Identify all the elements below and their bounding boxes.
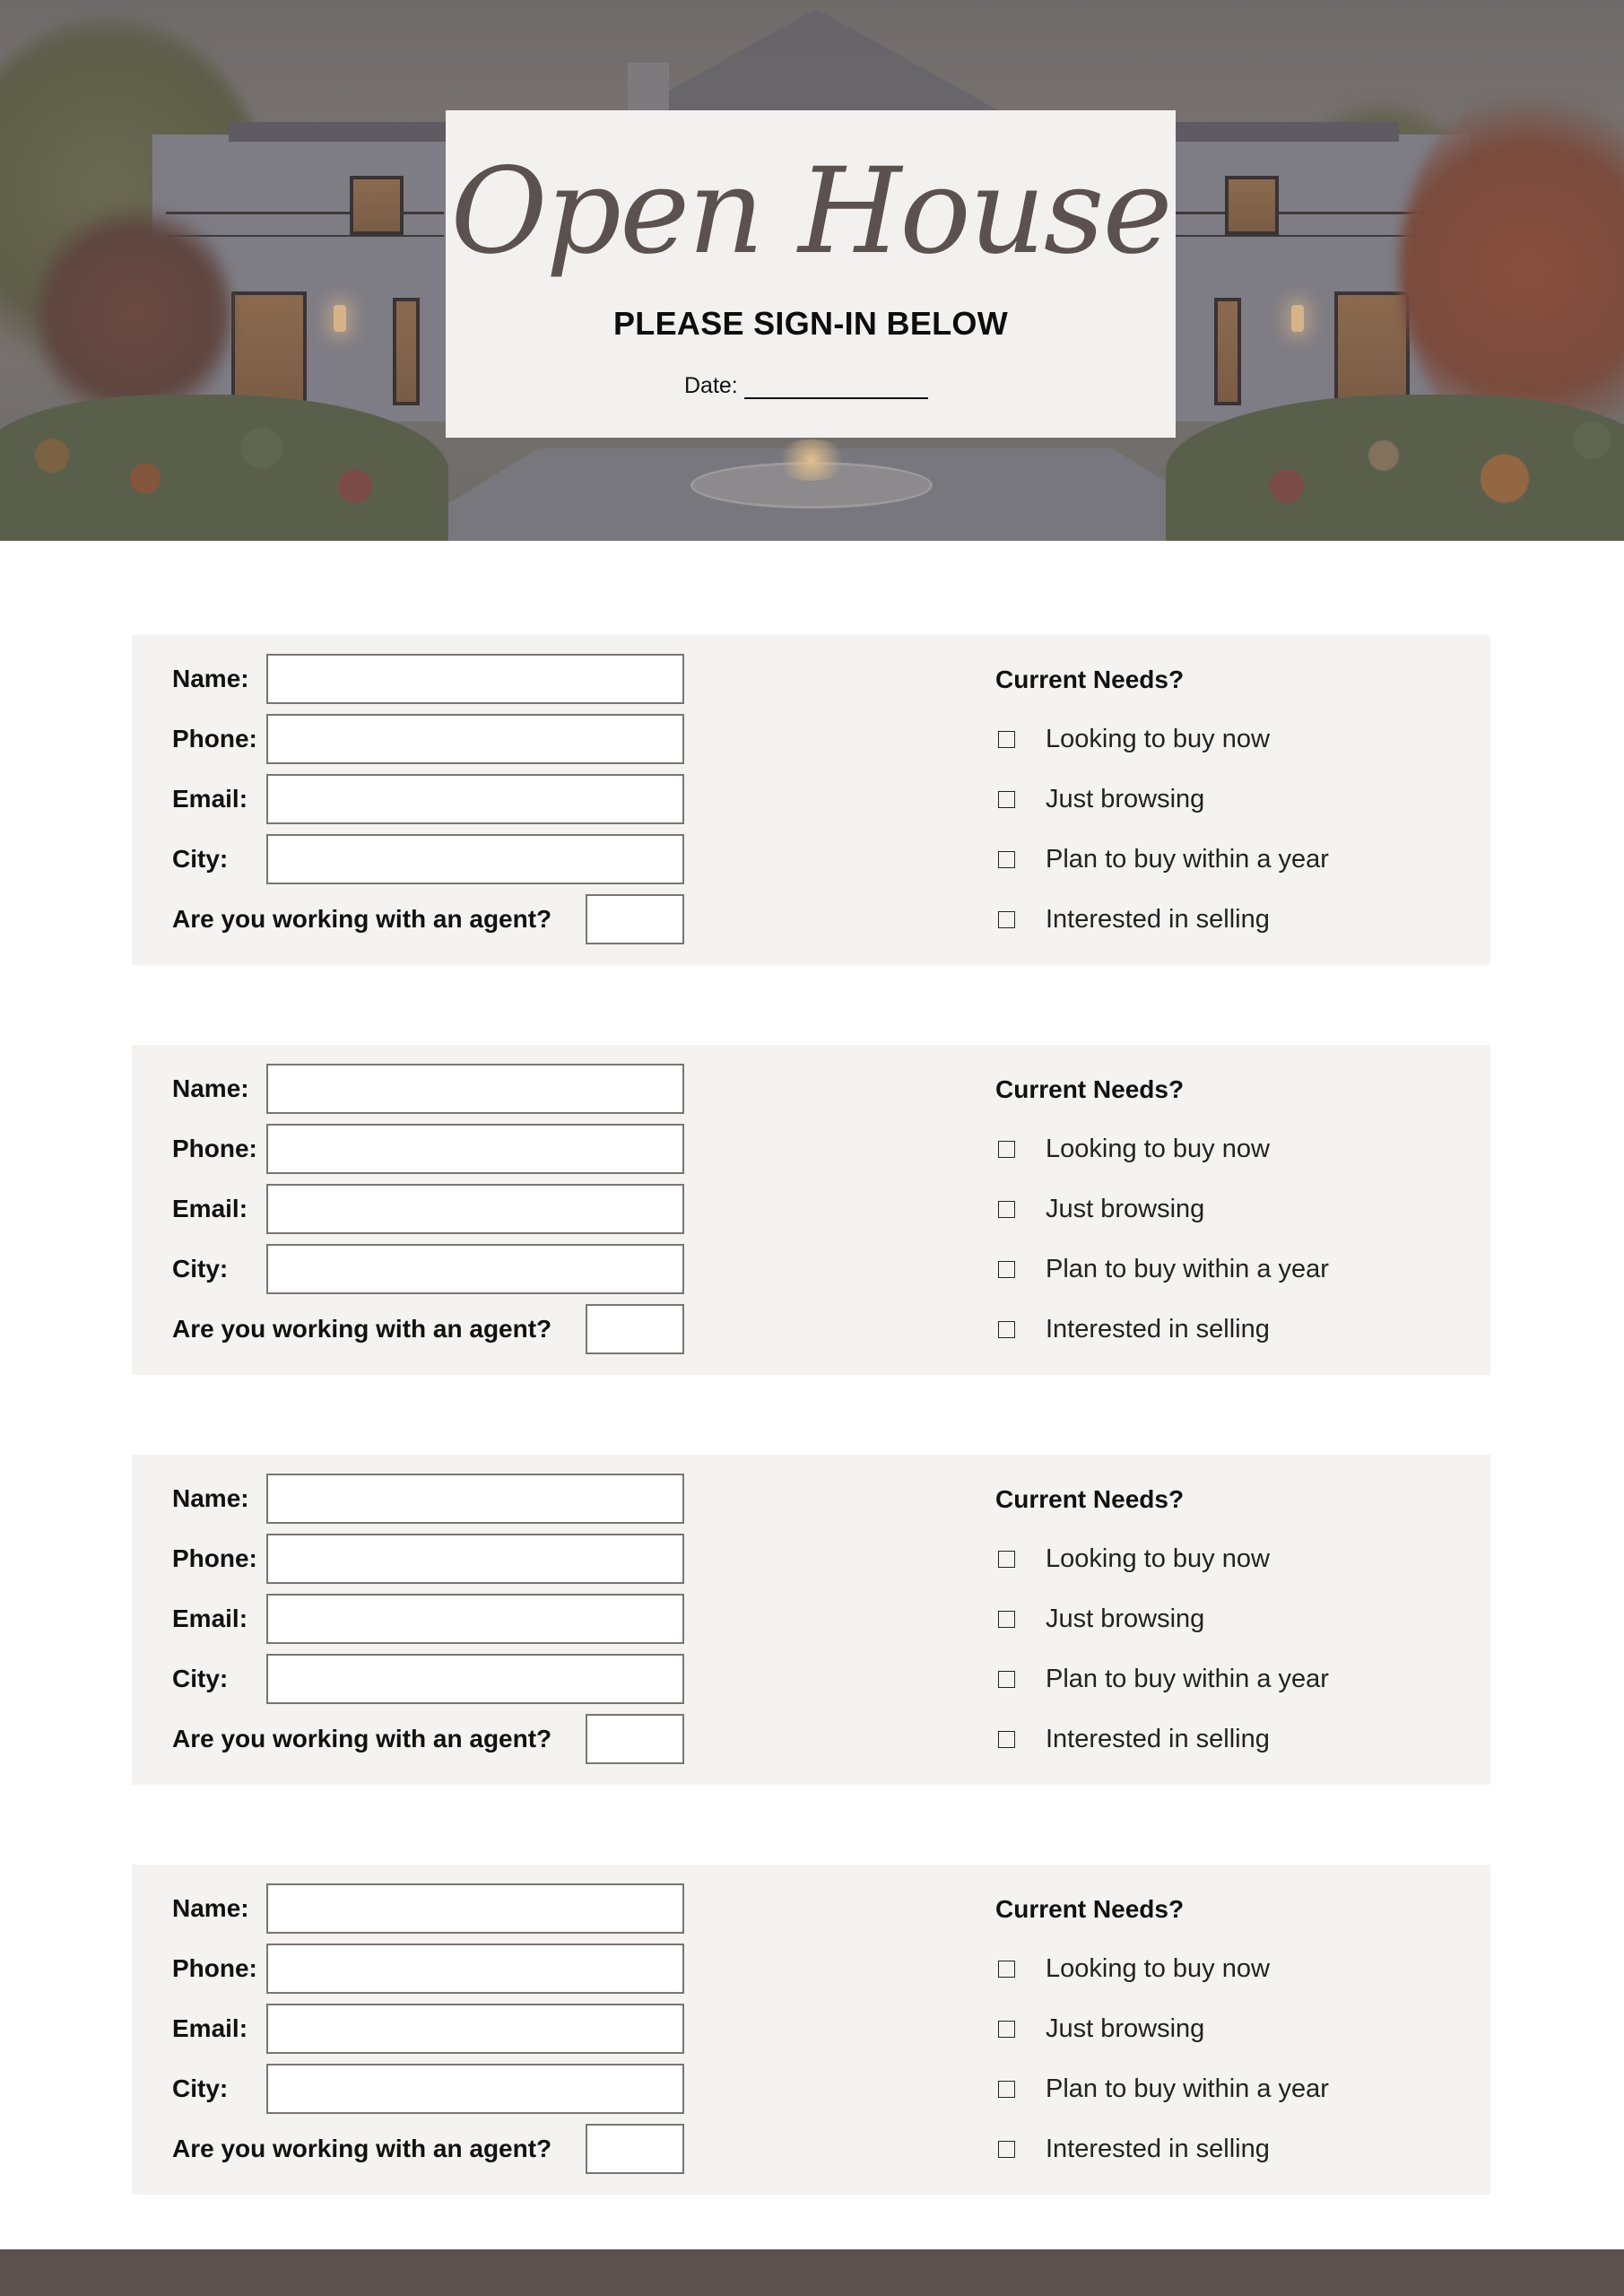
checkbox-icon[interactable]: [998, 2141, 1015, 2158]
checkbox-icon[interactable]: [998, 1551, 1015, 1568]
name-label: Name:: [172, 1074, 249, 1102]
need-option-label: Just browsing: [1046, 1604, 1205, 1633]
city-field[interactable]: [266, 2064, 684, 2114]
need-option-buy-within-year[interactable]: [998, 2064, 1329, 2114]
need-option-label: Interested in selling: [1046, 1314, 1270, 1344]
need-option-label: Plan to buy within a year: [1046, 1664, 1329, 1693]
current-needs-title: Current Needs?: [995, 1895, 1185, 1923]
chimney: [628, 63, 669, 117]
agent-answer-field[interactable]: [586, 1714, 684, 1764]
name-label: Name:: [172, 1894, 249, 1922]
window: [393, 298, 420, 405]
agent-question-label: Are you working with an agent?: [172, 905, 552, 933]
need-option-label: Interested in selling: [1046, 1724, 1270, 1753]
visitor-card-1: [132, 635, 1490, 965]
current-needs-title: Current Needs?: [995, 1075, 1185, 1103]
need-option-label: Just browsing: [1046, 2013, 1205, 2043]
name-field[interactable]: [266, 1064, 684, 1114]
agent-question-label: Are you working with an agent?: [172, 2135, 552, 2162]
city-label: City:: [172, 1665, 229, 1692]
need-option-buy-within-year[interactable]: [998, 1654, 1329, 1704]
date-label: Date:: [684, 373, 738, 398]
phone-label: Phone:: [172, 1544, 257, 1572]
checkbox-icon[interactable]: [998, 911, 1015, 928]
date-row: [684, 363, 928, 399]
wall-lamp: [334, 305, 346, 332]
need-option-label: Plan to buy within a year: [1046, 844, 1329, 874]
need-option-buy-within-year[interactable]: [998, 834, 1329, 884]
need-option-label: Plan to buy within a year: [1046, 2074, 1329, 2103]
email-field[interactable]: [266, 1184, 684, 1234]
visitor-card-4: [132, 1865, 1490, 2195]
name-label: Name:: [172, 665, 249, 692]
checkbox-icon[interactable]: [998, 1321, 1015, 1338]
agent-answer-field[interactable]: [586, 1304, 684, 1354]
city-field[interactable]: [266, 1654, 684, 1704]
agent-answer-field[interactable]: [586, 2124, 684, 2174]
need-option-browsing[interactable]: [998, 1594, 1204, 1644]
email-field[interactable]: [266, 1594, 684, 1644]
sign-in-subtitle: PLEASE SIGN-IN BELOW: [612, 305, 1009, 342]
need-option-selling[interactable]: [998, 1714, 1270, 1764]
checkbox-icon[interactable]: [998, 731, 1015, 748]
email-label: Email:: [172, 785, 248, 813]
need-option-label: Interested in selling: [1046, 2134, 1270, 2163]
checkbox-icon[interactable]: [998, 1201, 1015, 1218]
checkbox-icon[interactable]: [998, 851, 1015, 868]
name-field[interactable]: [266, 1474, 684, 1524]
agent-answer-field[interactable]: [586, 894, 684, 944]
phone-label: Phone:: [172, 1135, 257, 1162]
city-label: City:: [172, 2074, 229, 2102]
checkbox-icon[interactable]: [998, 791, 1015, 808]
need-option-label: Looking to buy now: [1046, 1544, 1270, 1573]
visitor-card-2: [132, 1045, 1490, 1375]
checkbox-icon[interactable]: [998, 1261, 1015, 1278]
need-option-buy-now[interactable]: [998, 714, 1270, 764]
need-option-label: Looking to buy now: [1046, 1134, 1270, 1163]
checkbox-icon[interactable]: [998, 1961, 1015, 1978]
need-option-browsing[interactable]: [998, 1184, 1204, 1234]
email-label: Email:: [172, 1605, 248, 1632]
agent-question-label: Are you working with an agent?: [172, 1725, 552, 1752]
need-option-label: Just browsing: [1046, 784, 1205, 813]
need-option-selling[interactable]: [998, 894, 1270, 944]
email-field[interactable]: [266, 2004, 684, 2054]
city-field[interactable]: [266, 1244, 684, 1294]
need-option-label: Just browsing: [1046, 1194, 1205, 1223]
phone-label: Phone:: [172, 1954, 257, 1982]
need-option-buy-within-year[interactable]: [998, 1244, 1329, 1294]
phone-field[interactable]: [266, 1124, 684, 1174]
checkbox-icon[interactable]: [998, 1141, 1015, 1158]
need-option-buy-now[interactable]: [998, 1944, 1270, 1994]
phone-field[interactable]: [266, 1944, 684, 1994]
email-label: Email:: [172, 2014, 248, 2042]
window: [350, 176, 404, 235]
house-left-roof: [229, 122, 462, 142]
city-label: City:: [172, 845, 229, 873]
need-option-buy-now[interactable]: [998, 1534, 1270, 1584]
window: [1225, 176, 1279, 235]
email-field[interactable]: [266, 774, 684, 824]
need-option-label: Looking to buy now: [1046, 724, 1270, 753]
garden-right: [1166, 395, 1624, 541]
checkbox-icon[interactable]: [998, 1671, 1015, 1688]
window: [231, 291, 307, 410]
garden-left: [0, 395, 448, 541]
need-option-selling[interactable]: [998, 1304, 1270, 1354]
need-option-label: Looking to buy now: [1046, 1953, 1270, 1983]
name-label: Name:: [172, 1484, 249, 1512]
need-option-selling[interactable]: [998, 2124, 1270, 2174]
need-option-label: Plan to buy within a year: [1046, 1254, 1329, 1283]
title-card: [446, 110, 1176, 438]
need-option-buy-now[interactable]: [998, 1124, 1270, 1174]
need-option-browsing[interactable]: [998, 2004, 1204, 2054]
city-label: City:: [172, 1255, 229, 1283]
window: [1214, 298, 1241, 405]
name-field[interactable]: [266, 654, 684, 704]
checkbox-icon[interactable]: [998, 1731, 1015, 1748]
email-label: Email:: [172, 1195, 248, 1222]
name-field[interactable]: [266, 1883, 684, 1934]
date-field[interactable]: [744, 372, 928, 399]
phone-field[interactable]: [266, 714, 684, 764]
wall-lamp: [1291, 305, 1304, 332]
fountain-light: [773, 439, 850, 481]
phone-label: Phone:: [172, 725, 257, 752]
city-field[interactable]: [266, 834, 684, 884]
need-option-label: Interested in selling: [1046, 904, 1270, 934]
house-right-roof: [1166, 122, 1399, 142]
current-needs-title: Current Needs?: [995, 665, 1185, 693]
footer-bar: [0, 2249, 1624, 2296]
visitor-card-3: [132, 1455, 1490, 1785]
need-option-browsing[interactable]: [998, 774, 1204, 824]
checkbox-icon[interactable]: [998, 2081, 1015, 2098]
checkbox-icon[interactable]: [998, 1611, 1015, 1628]
page-title: Open House: [450, 143, 1171, 281]
checkbox-icon[interactable]: [998, 2021, 1015, 2038]
agent-question-label: Are you working with an agent?: [172, 1315, 552, 1343]
phone-field[interactable]: [266, 1534, 684, 1584]
window: [1334, 291, 1410, 410]
current-needs-title: Current Needs?: [995, 1485, 1185, 1513]
